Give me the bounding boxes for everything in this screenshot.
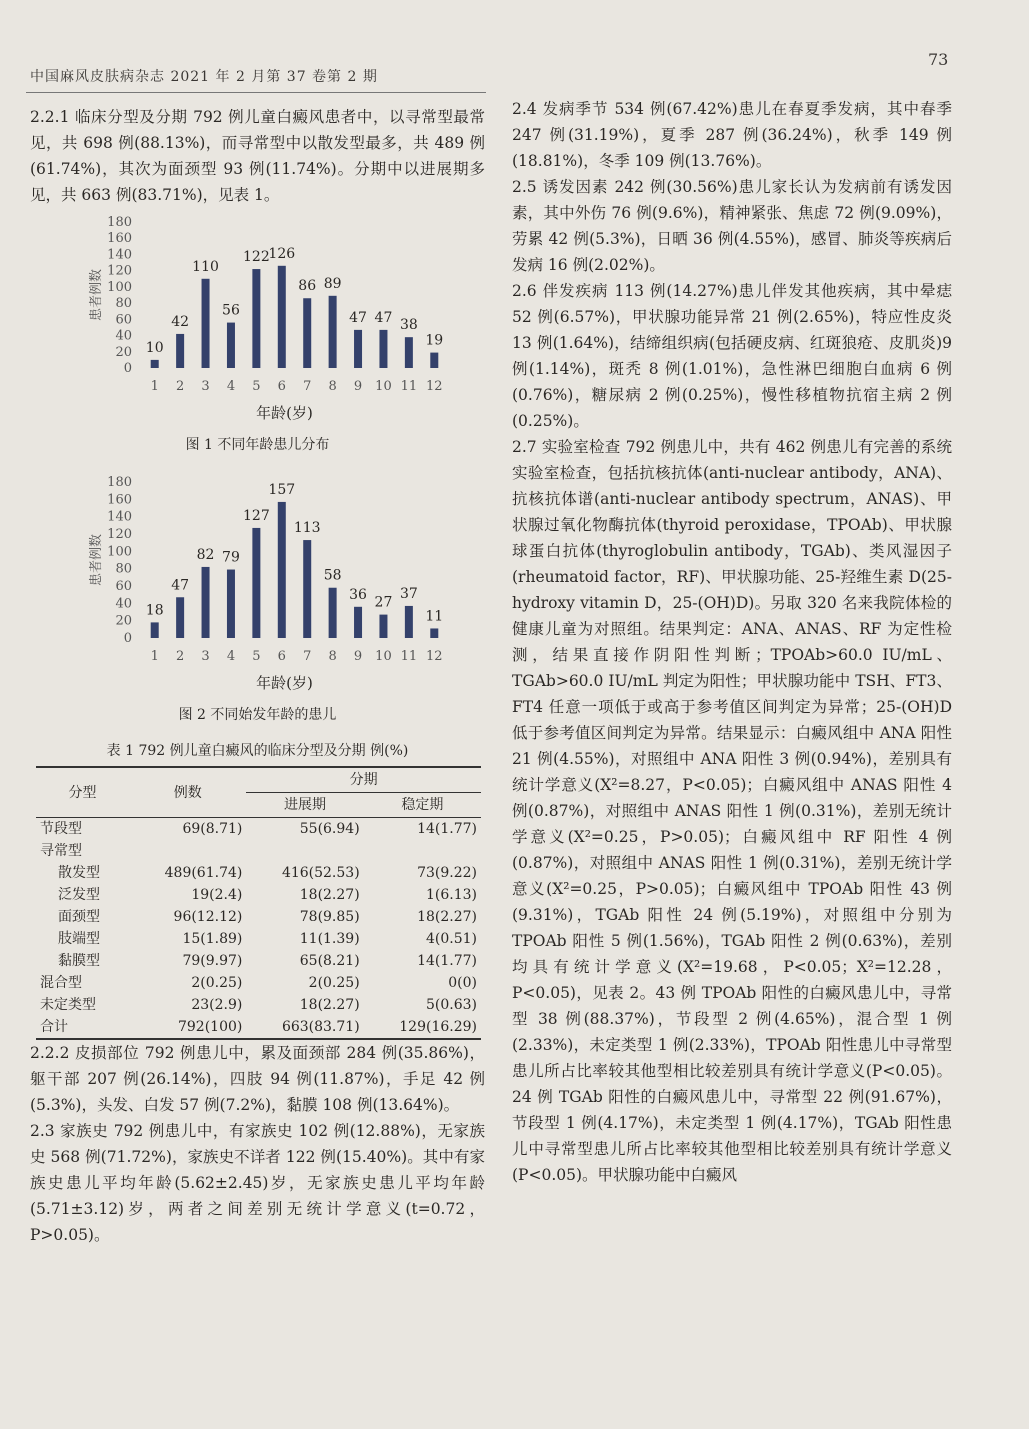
x-axis-label: 年龄(岁) <box>256 674 313 692</box>
data-label: 38 <box>399 317 418 334</box>
y-tick-label: 60 <box>115 312 132 328</box>
bar-12 <box>430 628 438 638</box>
x-tick-label: 9 <box>353 649 363 664</box>
y-tick-label: 160 <box>107 492 132 508</box>
cell-progressive: 55(6.94) <box>299 821 360 837</box>
data-label: 36 <box>349 586 367 603</box>
y-tick-label: 120 <box>107 527 132 542</box>
bar-6 <box>278 502 286 638</box>
y-axis-label: 患者例数 <box>89 533 104 587</box>
y-tick-label: 140 <box>107 509 132 525</box>
x-tick-label: 5 <box>252 379 261 394</box>
col-header-count: 例数 <box>129 767 246 818</box>
bar-5 <box>252 269 260 368</box>
section-2-6: 2.6 伴发疾病 113 例(14.27%)患儿伴发其他疾病，其中晕痣 52 例(6.57%)，甲状腺功能异常 21 例(2.65%)，特应性皮炎 13 例(1.64%)，结缔组织病(包括硬皮病、红斑狼疮、皮肌炎)9 例(1.14%)，斑秃 8 例(1.01%)，急性淋巴细胞白血病 6 例(0.76%)，糖尿病 2 例(0.25%)，慢性移植物抗宿主病 2 例(0.25%)。 <box>512 282 952 430</box>
cell-progressive: 18(2.27) <box>299 887 360 903</box>
data-label: 58 <box>323 567 342 584</box>
x-tick-label: 2 <box>175 379 185 394</box>
x-tick-label: 12 <box>426 649 443 664</box>
col-header-type: 分型 <box>36 767 129 818</box>
col-header-stable: 稳定期 <box>401 797 444 813</box>
bar-7 <box>303 298 311 368</box>
col-header-stage: 分期 <box>246 767 481 793</box>
left-column <box>30 104 485 1248</box>
bar-8 <box>329 296 337 368</box>
running-header: 中国麻风皮肤病杂志 2021 年 2 月第 37 卷第 2 期 <box>30 69 378 85</box>
bar-9 <box>354 607 362 638</box>
bar-3 <box>202 567 210 638</box>
figure-1-caption: 图 1 不同年龄患儿分布 <box>185 437 330 453</box>
x-tick-label: 6 <box>277 379 286 394</box>
cell-progressive: 11(1.39) <box>299 931 360 947</box>
bar-4 <box>227 323 235 368</box>
table-row <box>36 884 481 906</box>
cell-count: 489(61.74) <box>164 865 243 881</box>
x-tick-label: 11 <box>400 379 418 394</box>
cell-progressive: 2(0.25) <box>308 975 360 991</box>
x-tick-label: 8 <box>328 649 337 664</box>
bar-7 <box>303 540 311 638</box>
cell-type: 节段型 <box>40 821 82 837</box>
cell-count: 96(12.12) <box>173 909 243 925</box>
y-tick-label: 180 <box>107 215 132 230</box>
data-label: 19 <box>425 332 444 349</box>
section-2-7: 2.7 实验室检查 792 例患儿中，共有 462 例患儿有完善的系统实验室检查，包括抗核抗体(anti-nuclear antibody，ANA)、抗核抗体谱(anti-nuclear antibody spectrum，ANAS)、甲状腺过氧化物酶抗体(thyroid peroxidase，TPOAb)、甲状腺球蛋白抗体(thyroglobulin antibody，TGAb)、类风湿因子(rheumatoid factor，RF)、甲状腺功能、25-羟维生素 D(25-hydroxy vitamin D，25-(OH)D)。另取 320 名来我院体检的健康儿童为对照组。结果判定：ANA、ANAS、RF 为定性检测，结果直接作阴阳性判断；TPOAb>60.0 IU/mL、TGAb>60.0 IU/mL 判定为阳性；甲状腺功能中 TSH、FT3、FT4 任意一项低于或高于参考值区间判定为异常；25-(OH)D 低于参考值区间判定为异常。结果显示：白癜风组中 ANA 阳性 21 例(4.55%)，对照组中 ANA 阳性 3 例(0.94%)，差别具有统计学意义(X²=8.27，P<0.05)；白癜风组中 ANAS 阳性 4 例(0.87%)，对照组中 ANAS 阳性 1 例(0.31%)，差别无统计学意义(X²=0.25，P>0.05)；白癜风组中 RF 阳性 4 例(0.87%)，对照组中 ANAS 阳性 1 例(0.31%)，差别无统计学意义(X²=0.25，P>0.05)；白癜风组中 TPOAb 阳性 43 例(9.31%)，TGAb 阳性 24 例(5.19%)，对照组中分别为 TPOAb 阳性 5 例(1.56%)，TGAb 阳性 2 例(0.63%)，差别均具有统计学意义(X²=19.68，P<0.05；X²=12.28，P<0.05)，见表 2。43 例 TPOAb 阳性的白癜风患儿中，寻常型 38 例(88.37%)，节段型 2 例(4.65%)，混合型 1 例(2.33%)，未定类型 1 例(2.33%)，TPOAb 阳性患儿中寻常型患儿所占比率较其他型相比较差别具有统计学意义(P<0.05)。24 例 TGAb 阳性的白癜风患儿中，寻常型 22 例(91.67%)，节段型 1 例(4.17%)，未定类型 1 例(4.17%)，TGAb 阳性患儿中寻常型患儿所占比率较其他型相比较差别具有统计学意义(P<0.05)。甲状腺功能中白癜风 <box>512 438 952 1184</box>
x-tick-label: 2 <box>175 649 185 664</box>
x-tick-label: 9 <box>353 379 363 394</box>
y-tick-label: 60 <box>115 579 132 594</box>
cell-type: 肢端型 <box>58 931 100 947</box>
cell-type: 未定类型 <box>40 997 96 1013</box>
cell-stable <box>364 840 481 862</box>
data-label: 110 <box>192 258 219 275</box>
col-header-progressive: 进展期 <box>284 797 327 813</box>
data-label: 18 <box>145 602 164 619</box>
table-row <box>36 994 481 1016</box>
bar-11 <box>405 606 413 638</box>
cell-progressive: 416(52.53) <box>281 865 360 881</box>
cell-count: 2(0.25) <box>191 975 243 991</box>
section-2-3: 2.3 家族史 792 例患儿中，有家族史 102 例(12.88%)，无家族史 568 例(71.72%)，家族史不详者 122 例(15.40%)。其中有家族史患儿平均年龄(5.62±2.45)岁，无家族史患儿平均年龄(5.71±3.12)岁，两者之间差别无统计学意义(t=0.72，P>0.05)。 <box>30 1122 485 1244</box>
data-label: 127 <box>243 507 270 524</box>
cell-count <box>129 840 246 862</box>
cell-type: 泛发型 <box>58 887 100 903</box>
x-tick-label: 4 <box>226 649 236 664</box>
cell-count: 23(2.9) <box>191 997 243 1013</box>
table-row-total <box>36 1016 481 1039</box>
bar-6 <box>278 266 286 368</box>
y-tick-label: 40 <box>115 328 132 344</box>
x-tick-label: 1 <box>150 379 159 394</box>
cell-progressive: 18(2.27) <box>299 997 360 1013</box>
data-label: 86 <box>298 278 317 295</box>
bar-3 <box>202 279 210 368</box>
y-tick-label: 100 <box>107 279 132 295</box>
figure-1-chart <box>30 208 470 430</box>
cell-count: 79(9.97) <box>182 953 243 969</box>
cell-type: 混合型 <box>40 975 82 991</box>
cell-stable: 5(0.63) <box>425 997 477 1013</box>
cell-stable: 18(2.27) <box>417 909 477 925</box>
bar-11 <box>405 337 413 368</box>
y-tick-label: 140 <box>107 247 132 263</box>
bar-2 <box>176 334 184 368</box>
data-label: 47 <box>171 577 190 594</box>
data-label: 42 <box>171 313 190 330</box>
cell-stable: 4(0.51) <box>425 931 477 947</box>
x-tick-label: 7 <box>303 379 312 394</box>
y-tick-label: 20 <box>115 613 132 629</box>
bar-10 <box>379 615 387 638</box>
section-2-5: 2.5 诱发因素 242 例(30.56%)患儿家长认为发病前有诱发因素，其中外伤 76 例(9.6%)，精神紧张、焦虑 72 例(9.09%)，劳累 42 例(5.3%)，日晒 36 例(4.55%)，感冒、肺炎等疾病后发病 16 例(2.02%)。 <box>512 178 952 274</box>
bar-10 <box>379 330 387 368</box>
section-2-4: 2.4 发病季节 534 例(67.42%)患儿在春夏季发病，其中春季 247 例(31.19%)，夏季 287 例(36.24%)，秋季 149 例(18.81%)，冬季 109 例(13.76%)。 <box>512 100 952 170</box>
y-tick-label: 40 <box>115 596 132 612</box>
data-label: 11 <box>425 608 444 625</box>
x-tick-label: 8 <box>328 379 337 394</box>
x-tick-label: 3 <box>201 649 210 664</box>
x-tick-label: 12 <box>426 379 443 394</box>
cell-stable: 0(0) <box>448 975 477 991</box>
x-tick-label: 3 <box>201 379 210 394</box>
x-axis-label: 年龄(岁) <box>256 404 313 422</box>
bar-9 <box>354 330 362 368</box>
right-column <box>512 96 952 1188</box>
table-row <box>36 862 481 884</box>
header-rule <box>26 92 486 93</box>
figure-2-caption: 图 2 不同始发年龄的患儿 <box>178 707 337 723</box>
y-tick-label: 80 <box>115 296 132 312</box>
table-row <box>36 840 481 862</box>
cell-count: 15(1.89) <box>182 931 243 947</box>
data-label: 82 <box>196 546 215 563</box>
x-tick-label: 1 <box>150 649 159 664</box>
cell-type: 面颈型 <box>58 909 100 925</box>
x-tick-label: 5 <box>252 649 261 664</box>
data-label: 157 <box>268 481 296 498</box>
cell-stable: 129(16.29) <box>399 1019 477 1035</box>
data-label: 56 <box>222 302 240 319</box>
bar-8 <box>329 588 337 638</box>
cell-progressive: 65(8.21) <box>299 953 360 969</box>
cell-progressive: 78(9.85) <box>299 909 360 925</box>
y-axis-label: 患者例数 <box>89 268 104 322</box>
data-label: 79 <box>222 549 240 566</box>
cell-progressive: 663(83.71) <box>281 1019 360 1035</box>
bar-1 <box>151 360 159 368</box>
y-tick-label: 80 <box>115 561 132 577</box>
cell-type: 合计 <box>40 1019 68 1035</box>
figure-2-chart <box>30 468 470 700</box>
data-label: 122 <box>243 249 270 266</box>
data-label: 47 <box>349 309 367 326</box>
bar-12 <box>430 353 438 368</box>
x-tick-label: 10 <box>375 379 392 394</box>
cell-stable: 14(1.77) <box>417 821 477 837</box>
y-tick-label: 180 <box>107 475 132 490</box>
y-tick-label: 20 <box>115 344 132 360</box>
cell-count: 19(2.4) <box>191 887 243 903</box>
y-tick-label: 0 <box>123 361 132 376</box>
data-label: 27 <box>374 594 393 611</box>
table-row <box>36 972 481 994</box>
x-tick-label: 4 <box>226 379 236 394</box>
x-tick-label: 6 <box>277 649 286 664</box>
data-label: 113 <box>293 520 321 537</box>
y-tick-label: 100 <box>107 544 132 560</box>
bar-5 <box>252 528 260 638</box>
data-label: 47 <box>374 309 393 326</box>
cell-count: 792(100) <box>177 1019 243 1035</box>
data-label: 126 <box>268 245 296 262</box>
table-row <box>36 950 481 972</box>
table-row <box>36 928 481 950</box>
data-label: 37 <box>399 585 418 602</box>
cell-stable: 1(6.13) <box>425 887 477 903</box>
data-label: 89 <box>323 275 342 292</box>
section-2-2-1: 2.2.1 临床分型及分期 792 例儿童白癜风患者中，以寻常型最常见，共 698 例(88.13%)，而寻常型中以散发型最多，共 489 例(61.74%)，其次为面颈型 93 例(11.74%)。分期中以进展期多见，共 663 例(83.71%)，见表 1。 <box>30 108 485 204</box>
cell-count: 69(8.71) <box>182 821 243 837</box>
cell-type: 寻常型 <box>40 843 82 859</box>
bar-2 <box>176 597 184 638</box>
x-tick-label: 10 <box>375 649 392 664</box>
cell-stable: 73(9.22) <box>417 865 477 881</box>
section-2-2-2: 2.2.2 皮损部位 792 例患儿中，累及面颈部 284 例(35.86%)，躯干部 207 例(26.14%)，四肢 94 例(11.87%)，手足 42 例(5.3%)，头发、白发 57 例(7.2%)，黏膜 108 例(13.64%)。 <box>30 1044 485 1114</box>
y-tick-label: 120 <box>107 263 132 279</box>
table-1 <box>36 766 481 1040</box>
bar-1 <box>151 622 159 638</box>
cell-progressive <box>246 840 363 862</box>
cell-type: 散发型 <box>58 865 100 881</box>
cell-stable: 14(1.77) <box>417 953 477 969</box>
x-tick-label: 7 <box>303 649 312 664</box>
x-tick-label: 11 <box>400 649 418 664</box>
cell-type: 黏膜型 <box>58 953 100 969</box>
y-tick-label: 0 <box>123 631 132 646</box>
table-row <box>36 818 481 841</box>
table-row <box>36 906 481 928</box>
page-number: 73 <box>928 50 949 69</box>
data-label: 10 <box>145 339 164 356</box>
bar-4 <box>227 570 235 638</box>
table-1-caption: 表 1 792 例儿童白癜风的临床分型及分期 例(%) <box>106 743 409 759</box>
y-tick-label: 160 <box>107 231 132 247</box>
